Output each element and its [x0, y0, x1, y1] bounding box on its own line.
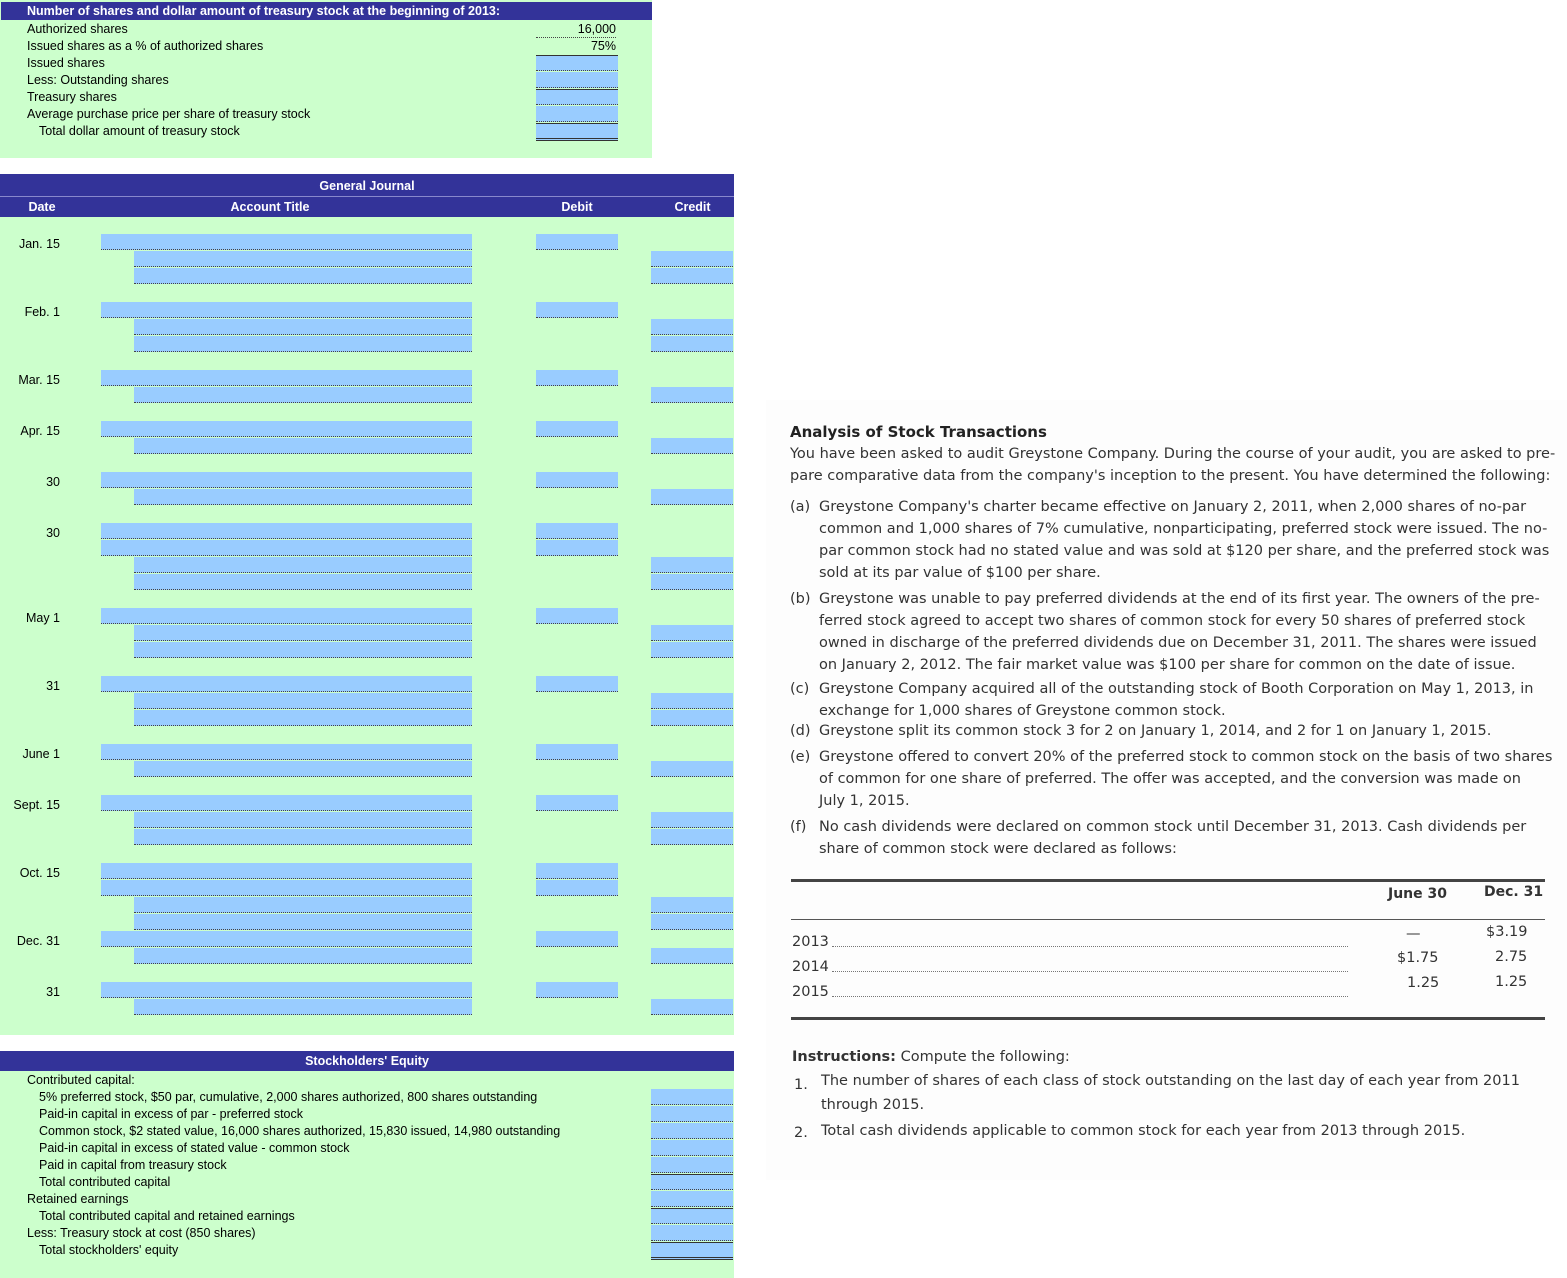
debit-input[interactable] — [536, 931, 618, 947]
account-title-input[interactable] — [134, 761, 472, 777]
credit-input[interactable] — [651, 914, 733, 930]
credit-input[interactable] — [651, 829, 733, 845]
stockholders-equity — [0, 1051, 734, 1278]
dividend-year: 2015 — [792, 984, 829, 1000]
treasury-label-authorized: Authorized shares — [27, 22, 128, 36]
item-line: No cash dividends were declared on common stock until December 31, 2013. Cash dividends per — [819, 819, 1527, 835]
treasury-value-issued-pct: 75% — [590, 39, 616, 53]
dividend-header-dec: Dec. 31 — [1484, 884, 1544, 900]
credit-input[interactable] — [651, 948, 733, 964]
table-rule-bottom — [791, 1017, 1545, 1020]
total-contributed-input[interactable] — [651, 1174, 733, 1190]
account-title-input[interactable] — [101, 931, 472, 947]
leader-dots — [832, 946, 1348, 947]
total-equity-input[interactable] — [651, 1242, 733, 1260]
pic-treasury-input[interactable] — [651, 1157, 733, 1173]
debit-input[interactable] — [536, 863, 618, 879]
debit-input[interactable] — [536, 421, 618, 437]
outstanding-shares-input[interactable] — [536, 72, 618, 88]
debit-input[interactable] — [536, 982, 618, 998]
journal-date: May 1 — [25, 611, 60, 625]
journal-date: Mar. 15 — [18, 373, 60, 387]
account-title-input[interactable] — [134, 642, 472, 658]
journal-date: 30 — [46, 475, 60, 489]
treasury-label-issued-pct: Issued shares as a % of authorized shares — [27, 39, 264, 53]
item-line: on January 2, 2012. The fair market value was $100 per share for common on the date of issue. — [819, 657, 1516, 673]
account-title-input[interactable] — [101, 608, 472, 624]
item-tag: (f) — [790, 819, 807, 835]
account-title-input[interactable] — [134, 999, 472, 1015]
account-title-input[interactable] — [101, 234, 472, 250]
pic-common-input[interactable] — [651, 1140, 733, 1156]
item-line: owned in discharge of the preferred dividends due on December 31, 2011. The shares were issued — [819, 635, 1537, 651]
instructions-heading — [792, 1046, 1070, 1068]
dividend-year: 2013 — [792, 934, 829, 950]
dividend-june: — — [1406, 926, 1421, 942]
item-line: of common for one share of preferred. The offer was accepted, and the conversion was made on — [819, 771, 1521, 787]
credit-input[interactable] — [651, 693, 733, 709]
credit-input[interactable] — [651, 642, 733, 658]
dividend-june: $1.75 — [1397, 950, 1439, 966]
item-tag: (d) — [790, 723, 811, 739]
credit-input[interactable] — [651, 710, 733, 726]
leader-dots — [832, 996, 1348, 997]
debit-input[interactable] — [536, 880, 618, 896]
item-line: Greystone Company acquired all of the outstanding stock of Booth Corporation on May 1, 2013, in — [819, 681, 1534, 697]
journal-column-headers — [0, 196, 734, 217]
credit-input[interactable] — [651, 336, 733, 352]
account-title-input[interactable] — [134, 319, 472, 335]
treasury-total-input[interactable] — [536, 123, 618, 141]
item-line: share of common stock were declared as follows: — [819, 841, 1177, 857]
equity-row: Retained earnings — [27, 1192, 129, 1206]
journal-date: Sept. 15 — [13, 798, 60, 812]
credit-input[interactable] — [651, 251, 733, 267]
treasury-header: Number of shares and dollar amount of treasury stock at the beginning of 2013: — [1, 2, 652, 20]
equity-row: Paid in capital from treasury stock — [39, 1158, 227, 1172]
problem-title — [790, 421, 1047, 443]
dividend-year: 2014 — [792, 959, 829, 975]
problem-statement — [766, 400, 1567, 1180]
account-title-input[interactable] — [101, 880, 472, 896]
issued-shares-input[interactable] — [536, 55, 618, 71]
dividend-dec: 2.75 — [1495, 949, 1528, 965]
journal-date: Oct. 15 — [19, 866, 60, 880]
debit-input[interactable] — [536, 523, 618, 539]
treasury-value-authorized: 16,000 — [536, 21, 616, 38]
account-title-input[interactable] — [134, 268, 472, 284]
account-title-input[interactable] — [101, 540, 472, 556]
item-line: ferred stock agreed to accept two shares of common stock for every 50 shares of preferred stock — [819, 613, 1526, 629]
account-title-input[interactable] — [101, 982, 472, 998]
journal-date: Feb. 1 — [24, 305, 60, 319]
account-title-input[interactable] — [134, 897, 472, 913]
common-stock-input[interactable] — [651, 1123, 733, 1139]
account-title-input[interactable] — [101, 676, 472, 692]
equity-row: 5% preferred stock, $50 par, cumulative, 2,000 shares authorized, 800 shares outstanding — [39, 1090, 538, 1104]
journal-title: General Journal — [0, 174, 734, 196]
equity-row: Paid-in capital in excess of stated value - common stock — [39, 1141, 350, 1155]
credit-input[interactable] — [651, 489, 733, 505]
item-tag: (c) — [790, 681, 810, 697]
credit-input[interactable] — [651, 574, 733, 590]
instruction-line: through 2015. — [821, 1097, 925, 1113]
item-line: common and 1,000 shares of 7% cumulative, nonparticipating, preferred stock were issued. The no- — [819, 521, 1548, 537]
equity-row: Total stockholders' equity — [39, 1243, 179, 1257]
debit-input[interactable] — [536, 472, 618, 488]
item-line: Greystone split its common stock 3 for 2 on January 1, 2014, and 2 for 1 on January 1, 2015. — [819, 723, 1492, 739]
debit-input[interactable] — [536, 302, 618, 318]
pic-preferred-input[interactable] — [651, 1106, 733, 1122]
credit-input[interactable] — [651, 999, 733, 1015]
account-title-input[interactable] — [101, 523, 472, 539]
debit-input[interactable] — [536, 608, 618, 624]
intro-line: You have been asked to audit Greystone Company. During the course of your audit, you are asked to pre- — [790, 446, 1556, 462]
credit-input[interactable] — [651, 268, 733, 284]
equity-row: Common stock, $2 stated value, 16,000 shares authorized, 15,830 issued, 14,980 outstanding — [39, 1124, 561, 1138]
account-title-input[interactable] — [134, 693, 472, 709]
account-title-input[interactable] — [134, 251, 472, 267]
treasury-label-outstanding: Less: Outstanding shares — [27, 73, 169, 87]
intro-line: pare comparative data from the company's inception to the present. You have determined the following: — [790, 468, 1551, 484]
treasury-shares-input[interactable] — [536, 89, 618, 105]
problem-title-text: Analysis of Stock Transactions — [790, 423, 1047, 441]
instruction-line: Total cash dividends applicable to common stock for each year from 2013 through 2015. — [821, 1123, 1466, 1139]
item-line: Greystone Company's charter became effective on January 2, 2011, when 2,000 shares of no-par — [819, 499, 1527, 515]
journal-date: 30 — [46, 526, 60, 540]
col-date: Date — [28, 200, 56, 214]
journal-date: 31 — [46, 679, 60, 693]
journal-date: Dec. 31 — [16, 934, 60, 948]
debit-input[interactable] — [536, 744, 618, 760]
item-line: par common stock had no stated value and was sold at $120 per share, and the preferred stock was — [819, 543, 1550, 559]
col-debit: Debit — [561, 200, 593, 214]
account-title-input[interactable] — [101, 370, 472, 386]
account-title-input[interactable] — [134, 710, 472, 726]
equity-row: Total contributed capital and retained earnings — [39, 1209, 295, 1223]
account-title-input[interactable] — [134, 557, 472, 573]
account-title-input[interactable] — [134, 948, 472, 964]
preferred-stock-input[interactable] — [651, 1089, 733, 1105]
journal-date: 31 — [46, 985, 60, 999]
instructions-label: Instructions: — [792, 1049, 896, 1065]
account-title-input[interactable] — [134, 829, 472, 845]
journal-date: June 1 — [22, 747, 60, 761]
equity-row: Less: Treasury stock at cost (850 shares) — [27, 1226, 256, 1240]
instruction-num: 1. — [794, 1077, 808, 1093]
total-contributed-retained-input[interactable] — [651, 1208, 733, 1224]
account-title-input[interactable] — [101, 421, 472, 437]
treasury-cost-input[interactable] — [651, 1225, 733, 1241]
equity-row: Total contributed capital — [39, 1175, 171, 1189]
equity-row: Contributed capital: — [27, 1073, 135, 1087]
general-journal — [0, 174, 734, 1035]
item-line: exchange for 1,000 shares of Greystone common stock. — [819, 703, 1226, 719]
table-rule-top — [791, 879, 1545, 882]
table-rule-mid — [791, 919, 1545, 920]
item-line: Greystone offered to convert 20% of the preferred stock to common stock on the basis of two shares — [819, 749, 1553, 765]
debit-input[interactable] — [536, 370, 618, 386]
credit-input[interactable] — [651, 387, 733, 403]
credit-input[interactable] — [651, 897, 733, 913]
account-title-input[interactable] — [101, 795, 472, 811]
dividend-june: 1.25 — [1407, 975, 1440, 991]
credit-input[interactable] — [651, 319, 733, 335]
dividend-header-june: June 30 — [1388, 886, 1447, 902]
retained-earnings-input[interactable] — [651, 1191, 733, 1207]
account-title-input[interactable] — [101, 744, 472, 760]
account-title-input[interactable] — [134, 336, 472, 352]
item-line: sold at its par value of $100 per share. — [819, 565, 1101, 581]
credit-input[interactable] — [651, 625, 733, 641]
debit-input[interactable] — [536, 540, 618, 556]
item-tag: (b) — [790, 591, 811, 607]
dividend-dec: 1.25 — [1495, 974, 1528, 990]
treasury-panel — [0, 0, 652, 158]
credit-input[interactable] — [651, 812, 733, 828]
credit-input[interactable] — [651, 557, 733, 573]
item-line: July 1, 2015. — [819, 793, 910, 809]
treasury-label-treasury-shares: Treasury shares — [27, 90, 117, 104]
col-credit: Credit — [674, 200, 711, 214]
leader-dots — [832, 971, 1348, 972]
instruction-num: 2. — [794, 1125, 808, 1141]
item-line: Greystone was unable to pay preferred dividends at the end of its first year. The owners of the pre- — [819, 591, 1540, 607]
credit-input[interactable] — [651, 761, 733, 777]
account-title-input[interactable] — [134, 574, 472, 590]
treasury-label-avg-price: Average purchase price per share of treasury stock — [27, 107, 311, 121]
account-title-input[interactable] — [101, 472, 472, 488]
debit-input[interactable] — [536, 795, 618, 811]
credit-input[interactable] — [651, 438, 733, 454]
instructions-text: Compute the following: — [900, 1049, 1070, 1065]
item-tag: (e) — [790, 749, 811, 765]
debit-input[interactable] — [536, 234, 618, 250]
account-title-input[interactable] — [101, 863, 472, 879]
debit-input[interactable] — [536, 676, 618, 692]
account-title-input[interactable] — [134, 489, 472, 505]
account-title-input[interactable] — [134, 625, 472, 641]
avg-price-input[interactable] — [536, 106, 618, 122]
treasury-label-issued: Issued shares — [27, 56, 105, 70]
account-title-input[interactable] — [134, 914, 472, 930]
account-title-input[interactable] — [101, 302, 472, 318]
equity-title: Stockholders' Equity — [0, 1051, 734, 1071]
col-account-title: Account Title — [230, 200, 310, 214]
account-title-input[interactable] — [134, 438, 472, 454]
equity-row: Paid-in capital in excess of par - preferred stock — [39, 1107, 304, 1121]
instruction-line: The number of shares of each class of stock outstanding on the last day of each year from 2011 — [821, 1073, 1520, 1089]
account-title-input[interactable] — [134, 387, 472, 403]
treasury-label-total: Total dollar amount of treasury stock — [39, 124, 240, 138]
item-tag: (a) — [790, 499, 811, 515]
journal-date: Apr. 15 — [20, 424, 60, 438]
dividend-dec: $3.19 — [1486, 924, 1528, 940]
journal-date: Jan. 15 — [18, 237, 60, 251]
account-title-input[interactable] — [134, 812, 472, 828]
